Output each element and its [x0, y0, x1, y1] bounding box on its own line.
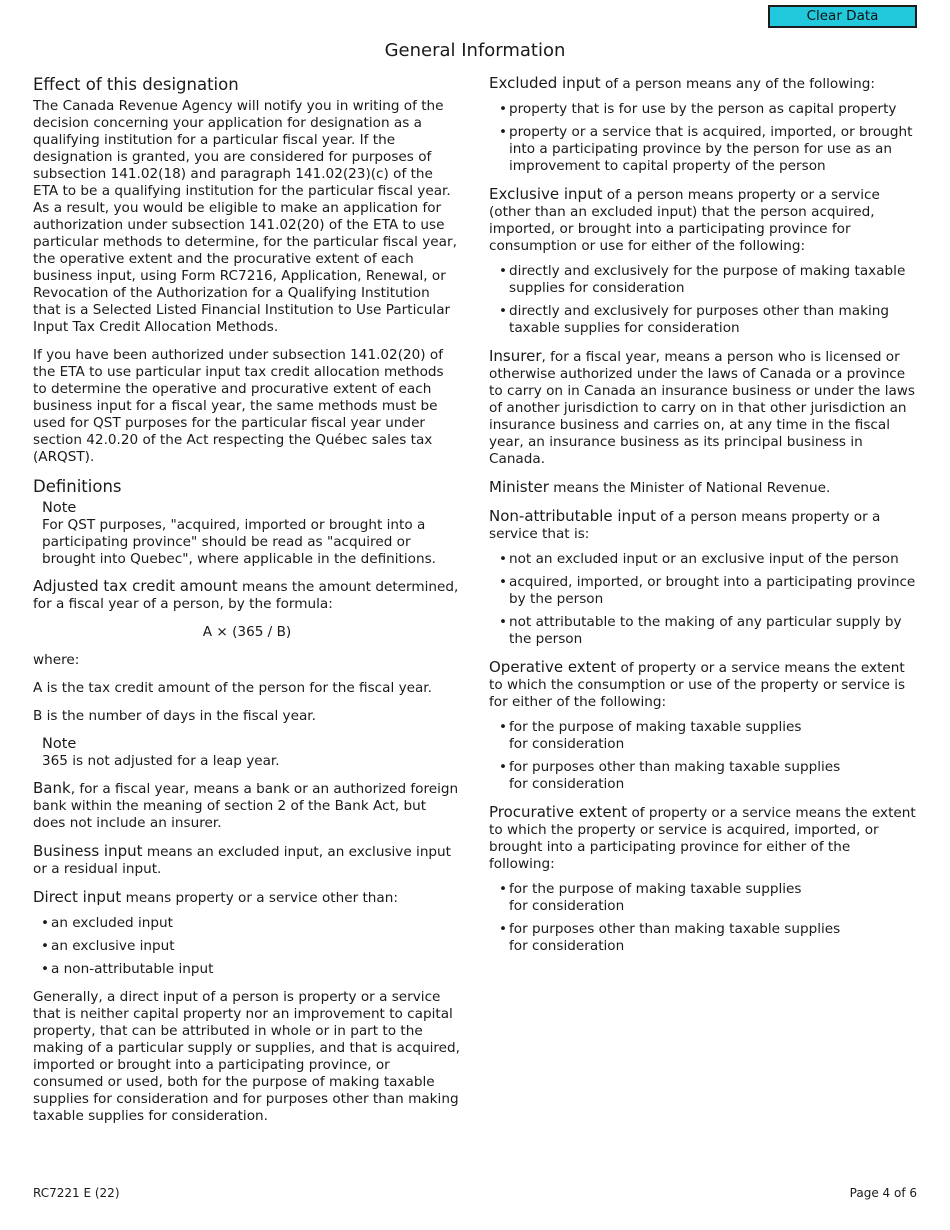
list-item: • property that is for use by the person as capital property [499, 101, 897, 117]
term: Excluded input [489, 74, 601, 92]
note-title: Note [42, 500, 77, 516]
term: Bank [33, 779, 71, 797]
list-item: • directly and exclusively for purposes other than making taxable supplies for consideration [499, 303, 889, 336]
definition-minister [489, 479, 917, 497]
list-item: • an excluded input [41, 915, 173, 931]
left-column [33, 75, 461, 1136]
note-title: Note [42, 736, 77, 752]
non-attributable-list [499, 551, 917, 648]
definition-text: of a person means property or a service (other than an excluded input) that the person acquired, imported, or brought into a participating province for consumption or use for either of the following: [489, 187, 880, 254]
clear-data-button[interactable]: Clear Data [768, 5, 917, 28]
term: Procurative extent [489, 803, 628, 821]
exclusive-input-list [499, 263, 917, 337]
formula: A × (365 / B) [202, 624, 292, 640]
where-label: where: [33, 652, 80, 668]
definition-non-attributable-input [489, 508, 917, 543]
definition-adjusted-tax-credit [33, 578, 461, 613]
term: Exclusive input [489, 185, 603, 203]
definition-business-input [33, 843, 461, 878]
list-item: • for purposes other than making taxable supplies for consideration [499, 921, 841, 954]
definition-text: means the Minister of National Revenue. [548, 480, 831, 496]
definition-text: of property or a service means the extent to which the consumption or use of the property or service is for either of the following: [489, 660, 906, 710]
direct-input-list [41, 915, 461, 978]
definition-procurative-extent [489, 804, 917, 873]
effect-heading: Effect of this designation [33, 75, 239, 94]
list-item: • not an excluded input or an exclusive input of the person [499, 551, 899, 567]
note-qst [42, 500, 461, 568]
list-item: • directly and exclusively for the purpose of making taxable supplies for consideration [499, 263, 906, 296]
list-item: • an exclusive input [41, 938, 175, 954]
list-item: • not attributable to the making of any particular supply by the person [499, 614, 902, 647]
operative-extent-list [499, 719, 917, 793]
effect-paragraph-1: The Canada Revenue Agency will notify you in writing of the decision concerning your application for designation as a qualifying institution for a particular fiscal year. If the designation is granted, you are considered for purposes of subsection 141.02(18) and paragraph 141.02(23)(c) of the ETA to be a qualifying institution for the particular fiscal year. As a result, you would be eligible to make an application for authorization under subsection 141.02(20) of the ETA to use particular methods to determine, for the particular fiscal year, the operative extent and the procurative extent of each business input, using Form RC7216, Application, Renewal, or Revocation of the Authorization for a Qualifying Institution that is a Selected Listed Financial Institution to Use Particular Input Tax Credit Allocation Methods. [33, 98, 457, 335]
note-text: 365 is not adjusted for a leap year. [42, 753, 280, 769]
term: Direct input [33, 888, 122, 906]
definition-text: means the amount determined, for a fiscal year of a person, by the formula: [33, 579, 459, 612]
definition-text: of property or a service means the extent to which the property or service is acquired, imported, or brought into a participating province for either of the following: [489, 805, 916, 872]
definition-direct-input [33, 889, 461, 907]
definition-text: means property or a service other than: [121, 890, 398, 906]
list-item: • property or a service that is acquired, imported, or brought into a participating province by the person for use as an improvement to capital property of the person [499, 124, 913, 174]
term: Business input [33, 842, 143, 860]
definition-text: , for a fiscal year, means a bank or an authorized foreign bank within the meaning of section 2 of the Bank Act, but does not include an insurer. [33, 781, 459, 831]
right-column [489, 75, 917, 966]
generally-paragraph: Generally, a direct input of a person is property or a service that is neither capital property nor an improvement to capital property, that can be attributed in whole or in part to the making of a particular supply or supplies, and that is acquired, imported or brought into a participating province, or consumed or used, both for the purpose of making taxable supplies for consideration and for purposes other than making taxable supplies for consideration. [33, 989, 460, 1124]
list-item: • for the purpose of making taxable supplies for consideration [499, 881, 802, 914]
definition-text: means an excluded input, an exclusive input or a residual input. [33, 844, 452, 877]
list-item: • for the purpose of making taxable supplies for consideration [499, 719, 802, 752]
term: Minister [489, 478, 549, 496]
page-number: Page 4 of 6 [849, 1186, 917, 1200]
definition-text: of a person means property or a service that is: [489, 509, 881, 542]
definition-text: of a person means any of the following: [600, 76, 875, 92]
definition-insurer [489, 348, 917, 468]
list-item: • a non-attributable input [41, 961, 214, 977]
term: Non-attributable input [489, 507, 656, 525]
excluded-input-list [499, 101, 917, 175]
note-text: For QST purposes, "acquired, imported or brought into a participating province" should be read as "acquired or brought into Quebec", where applicable in the definitions. [42, 517, 436, 567]
definition-excluded-input [489, 75, 917, 93]
effect-paragraph-2: If you have been authorized under subsection 141.02(20) of the ETA to use particular input tax credit allocation methods to determine the operative and procurative extent of each business input for a fiscal year, the same methods must be used for QST purposes for the particular fiscal year under section 42.0.20 of the Act respecting the Québec sales tax (ARQST). [33, 347, 444, 465]
definition-bank [33, 780, 461, 832]
term: Operative extent [489, 658, 617, 676]
list-item: • acquired, imported, or brought into a participating province by the person [499, 574, 916, 607]
term: Adjusted tax credit amount [33, 577, 238, 595]
term: Insurer [489, 347, 542, 365]
form-identifier: RC7221 E (22) [33, 1186, 120, 1200]
b-definition: B is the number of days in the fiscal year. [33, 708, 316, 724]
procurative-extent-list [499, 881, 917, 955]
definition-exclusive-input [489, 186, 917, 255]
a-definition: A is the tax credit amount of the person for the fiscal year. [33, 680, 432, 696]
definition-text: , for a fiscal year, means a person who is licensed or otherwise authorized under the laws of Canada or a province to carry on in Canada an insurance business or under the laws of another jurisdiction to carry on in that other jurisdiction an insurance business and carries on, at any time in the fiscal year, an insurance business as its principal business in Canada. [489, 349, 916, 467]
definition-operative-extent [489, 659, 917, 711]
note-leap-year [42, 736, 461, 770]
definitions-heading: Definitions [33, 477, 122, 496]
list-item: • for purposes other than making taxable supplies for consideration [499, 759, 841, 792]
page-title: General Information [384, 40, 566, 61]
